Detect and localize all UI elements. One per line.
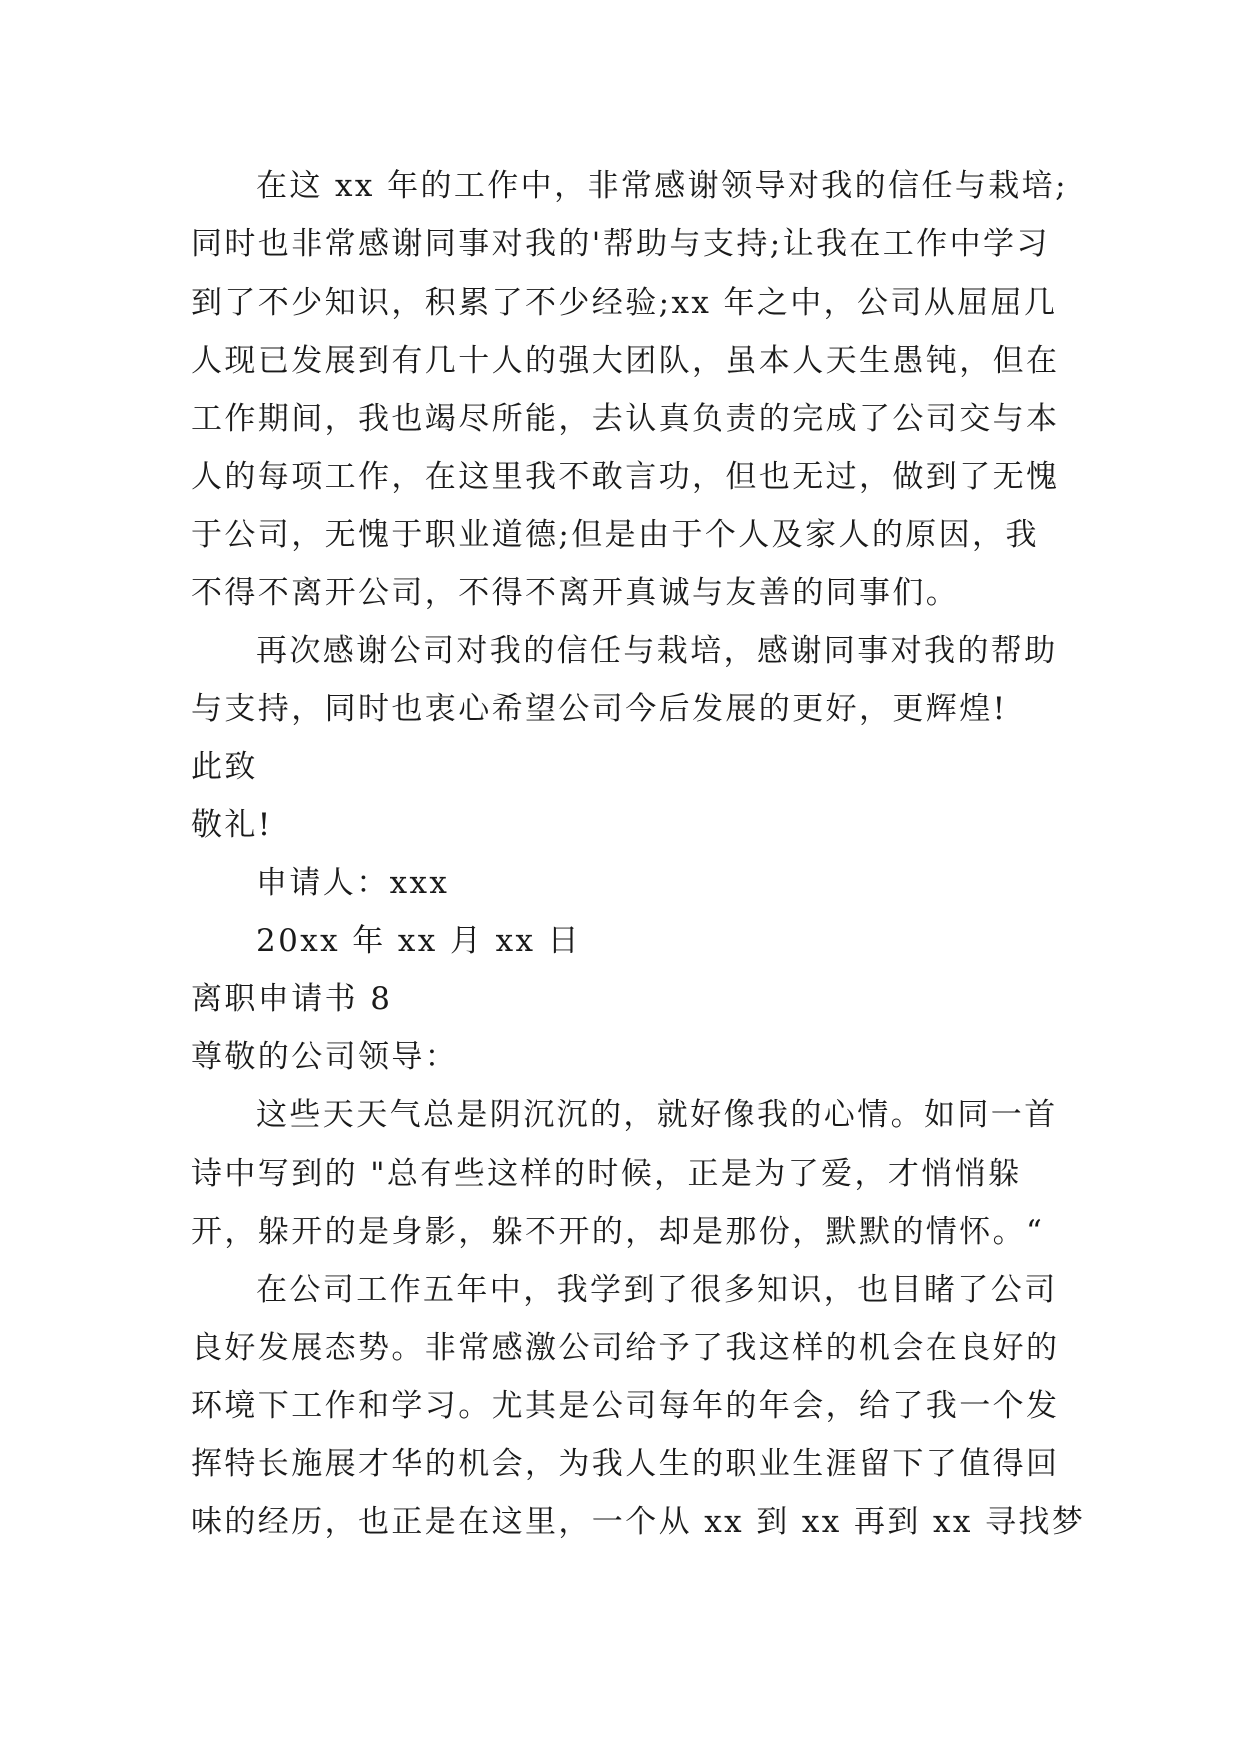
paragraph-4-line-2: 良好发展态势。非常感激公司给予了我这样的机会在良好的 [191,1330,1060,1366]
paragraph-1-line-6: 人的每项工作，在这里我不敢言功，但也无过，做到了无愧 [191,459,1060,495]
paragraph-3-line-2: 诗中写到的 "总有些这样的时候，正是为了爱，才悄悄躲 [191,1156,1022,1192]
paragraph-1-line-3: 到了不少知识，积累了不少经验;xx 年之中，公司从屈屈几 [191,285,1058,321]
closing-salutation: 此致 [191,749,258,785]
paragraph-1-line-4: 人现已发展到有几十人的强大团队，虽本人天生愚钝，但在 [191,343,1060,379]
paragraph-1-line-7: 于公司，无愧于职业道德;但是由于个人及家人的原因，我 [191,517,1039,553]
paragraph-2-line-2: 与支持，同时也衷心希望公司今后发展的更好，更辉煌! [191,691,1008,727]
paragraph-1-line-1: 在这 xx 年的工作中，非常感谢领导对我的信任与栽培; [256,168,1068,204]
paragraph-2-line-1: 再次感谢公司对我的信任与栽培，感谢同事对我的帮助 [256,633,1058,669]
paragraph-1-line-2: 同时也非常感谢同事对我的'帮助与支持;让我在工作中学习 [191,226,1050,262]
closing-regards: 敬礼! [191,807,273,843]
greeting-line: 尊敬的公司领导： [191,1039,459,1075]
section-title: 离职申请书 8 [191,981,393,1017]
paragraph-4-line-4: 挥特长施展才华的机会，为我人生的职业生涯留下了值得回 [191,1446,1060,1482]
paragraph-4-line-3: 环境下工作和学习。尤其是公司每年的年会，给了我一个发 [191,1388,1060,1424]
paragraph-1-line-5: 工作期间，我也竭尽所能，去认真负责的完成了公司交与本 [191,401,1060,437]
paragraph-1-line-8: 不得不离开公司，不得不离开真诚与友善的同事们。 [191,575,960,611]
paragraph-4-line-5: 味的经历，也正是在这里，一个从 xx 到 xx 再到 xx 寻找梦 [191,1504,1086,1540]
paragraph-4-line-1: 在公司工作五年中，我学到了很多知识，也目睹了公司 [256,1272,1058,1308]
date-line: 20xx 年 xx 月 xx 日 [256,923,582,959]
paragraph-3-line-3: 开，躲开的是身影，躲不开的，却是那份，默默的情怀。“ [191,1214,1045,1250]
applicant-line: 申请人：xxx [256,865,450,901]
paragraph-3-line-1: 这些天天气总是阴沉沉的，就好像我的心情。如同一首 [256,1097,1058,1133]
